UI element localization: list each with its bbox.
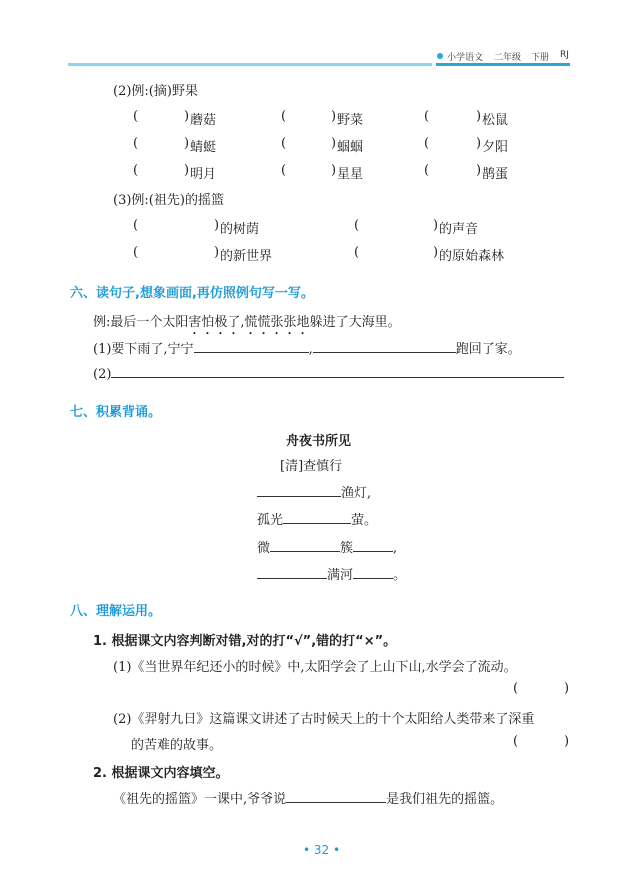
q2-paren-close: ) — [476, 136, 482, 151]
q2-paren-open: ( — [424, 136, 430, 151]
q2-paren-open: ( — [133, 163, 139, 178]
q3-example: (3)例:(祖先)的摇篮 — [113, 193, 224, 208]
answer-paren-close: ) — [564, 681, 570, 696]
header-rule-left — [68, 63, 432, 66]
q2-paren-close: ) — [184, 136, 190, 151]
q2-paren-open: ( — [133, 136, 139, 151]
q3-word: 的新世界 — [220, 249, 273, 264]
poem-blank[interactable] — [257, 566, 327, 579]
section8-q2-title: 2. 根据课文内容填空。 — [93, 766, 229, 781]
q2-word: 鹊蛋 — [482, 167, 509, 182]
q3-paren-close: ) — [433, 218, 439, 233]
poem-blank[interactable] — [270, 539, 340, 552]
q2-paren-close: ) — [331, 136, 337, 151]
section8-q1-item1: (1)《当世界年纪还小的时候》中,太阳学会了上山下山,水学会了流动。 — [113, 660, 517, 675]
section6-title: 六、读句子,想象画面,再仿照例句写一写。 — [70, 286, 314, 301]
q2-paren-open: ( — [424, 163, 430, 178]
q2-paren-close: ) — [331, 163, 337, 178]
q3-paren-open: ( — [133, 218, 139, 233]
header-rule-right — [436, 63, 570, 66]
q3-paren-close: ) — [433, 245, 439, 260]
section6-item1: (1)要下雨了,宁宁 , 跑回了家。 — [93, 342, 521, 357]
poem-line-1: 渔灯, — [257, 482, 371, 501]
q2-paren-open: ( — [424, 109, 430, 124]
q2-word: 松鼠 — [482, 113, 509, 128]
q2-word: 星星 — [337, 167, 364, 182]
item2-blank[interactable] — [111, 365, 564, 378]
q2-paren-open: ( — [281, 109, 287, 124]
q2-paren-close: ) — [331, 109, 337, 124]
header-grade: 二年级 — [494, 53, 522, 63]
item1-blank-1[interactable] — [194, 340, 309, 353]
q3-paren-open: ( — [354, 218, 360, 233]
header-edition: RJ — [560, 50, 569, 60]
q3-word: 的声音 — [439, 222, 479, 237]
q3-word: 的树荫 — [220, 222, 260, 237]
answer-paren-close: ) — [564, 734, 570, 749]
section8-title: 八、理解运用。 — [70, 604, 162, 619]
q2-example: (2)例:(摘)野果 — [113, 84, 198, 99]
poem-blank[interactable] — [283, 511, 351, 524]
item1-blank-2[interactable] — [313, 340, 456, 353]
header-subject: 小学语文 — [447, 53, 484, 63]
q2-paren-close: ) — [184, 109, 190, 124]
answer-paren-open: ( — [513, 734, 519, 749]
q2-paren-open: ( — [133, 109, 139, 124]
poem-blank[interactable] — [257, 484, 341, 497]
section8-q2-fill: 《祖先的摇篮》一课中,爷爷说 是我们祖先的摇篮。 — [113, 792, 504, 807]
example-dotted-phrase-2: 慌慌张张地 — [244, 315, 310, 330]
section8-q1-item2-line2: 的苦难的故事。 — [131, 738, 223, 753]
q3-paren-open: ( — [133, 245, 139, 260]
section6-example: 例:最后一个太阳害怕极了,慌慌张张地躲进了大海里。 — [93, 315, 401, 330]
poem-title: 舟夜书所见 — [286, 434, 352, 449]
q2-fill-blank[interactable] — [286, 790, 386, 803]
poem-line-3: 微 簇 , — [257, 541, 398, 556]
poem-line-4: 满河 。 — [257, 564, 406, 583]
q2-word: 明月 — [190, 167, 217, 182]
header-dot-icon — [437, 53, 443, 59]
q3-paren-close: ) — [214, 218, 220, 233]
q2-paren-close: ) — [476, 109, 482, 124]
q2-paren-open: ( — [281, 136, 287, 151]
q2-word: 蝈蝈 — [337, 140, 364, 155]
answer-paren-open: ( — [513, 681, 519, 696]
q2-word: 蜻蜓 — [190, 140, 217, 155]
poem-blank[interactable] — [353, 566, 393, 579]
q2-paren-close: ) — [184, 163, 190, 178]
section6-item2: (2) — [93, 365, 564, 382]
q2-paren-close: ) — [476, 163, 482, 178]
q2-word: 夕阳 — [482, 140, 509, 155]
page-number: • 32 • — [303, 843, 341, 857]
q3-paren-open: ( — [354, 245, 360, 260]
poem-author: [清]查慎行 — [280, 459, 343, 474]
q2-word: 野菜 — [337, 113, 364, 128]
q3-word: 的原始森林 — [439, 249, 505, 264]
q3-paren-close: ) — [214, 245, 220, 260]
section8-q1-item2-line1: (2)《羿射九日》这篇课文讲述了古时候天上的十个太阳给人类带来了深重 — [113, 712, 535, 727]
header-volume: 下册 — [531, 53, 550, 63]
section7-title: 七、积累背诵。 — [70, 405, 162, 420]
example-dotted-phrase-1: 害怕极了 — [188, 315, 241, 330]
q2-paren-open: ( — [281, 163, 287, 178]
poem-blank[interactable] — [353, 539, 393, 552]
section8-q1-title: 1. 根据课文内容判断对错,对的打“√”,错的打“×”。 — [93, 634, 397, 649]
poem-line-2: 孤光 萤。 — [257, 513, 378, 528]
q2-word: 蘑菇 — [190, 113, 217, 128]
